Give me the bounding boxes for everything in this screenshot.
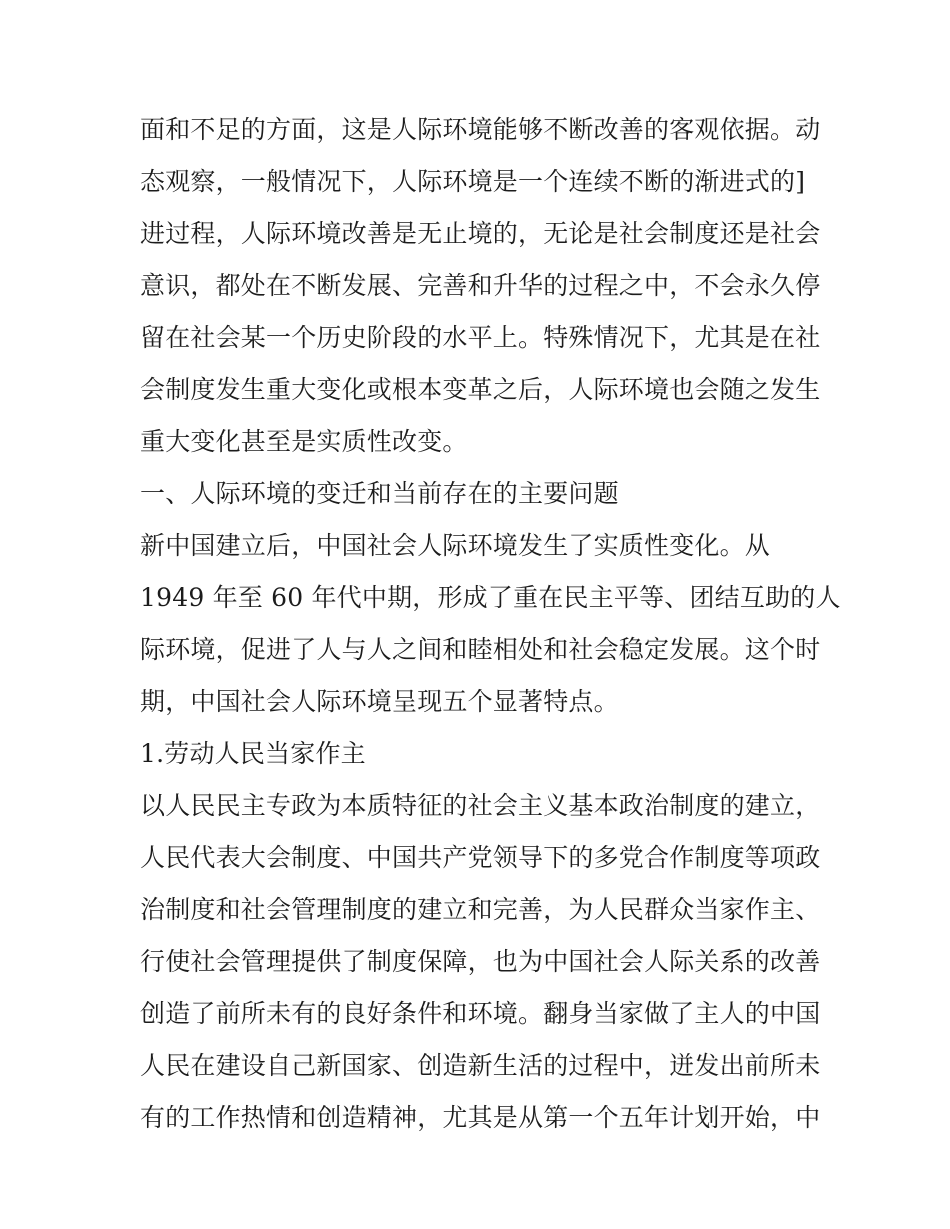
text-line: 面和不足的方面，这是人际环境能够不断改善的客观依据。动	[140, 115, 821, 144]
text-line: 人民代表大会制度、中国共产党领导下的多党合作制度等项政	[140, 843, 821, 872]
text-line: 进过程，人际环境改善是无止境的，无论是社会制度还是社会	[140, 219, 821, 248]
text-line: 1949 年至 60 年代中期，形成了重在民主平等、团结互助的人	[140, 583, 841, 612]
subsection-heading: 1.劳动人民当家作主	[140, 739, 366, 768]
text-line: 意识，都处在不断发展、完善和升华的过程之中，不会永久停	[140, 271, 821, 300]
text-line: 际环境，促进了人与人之间和睦相处和社会稳定发展。这个时	[140, 635, 821, 664]
text-line: 重大变化甚至是实质性改变。	[140, 427, 468, 456]
text-line: 会制度发生重大变化或根本变革之后，人际环境也会随之发生	[140, 375, 821, 404]
text-line: 创造了前所未有的良好条件和环境。翻身当家做了主人的中国	[140, 999, 821, 1028]
text-line: 留在社会某一个历史阶段的水平上。特殊情况下，尤其是在社	[140, 323, 821, 352]
document-body	[140, 104, 841, 1144]
text-line: 以人民民主专政为本质特征的社会主义基本政治制度的建立，	[140, 791, 821, 820]
section-heading: 一、人际环境的变迁和当前存在的主要问题	[140, 479, 619, 508]
text-line: 态观察，一般情况下，人际环境是一个连续不断的渐进式的]	[140, 167, 806, 196]
text-line: 行使社会管理提供了制度保障，也为中国社会人际关系的改善	[140, 947, 821, 976]
text-line: 人民在建设自己新国家、创造新生活的过程中，迸发出前所未	[140, 1051, 821, 1080]
text-line: 期，中国社会人际环境呈现五个显著特点。	[140, 687, 619, 716]
text-line: 治制度和社会管理制度的建立和完善，为人民群众当家作主、	[140, 895, 821, 924]
text-line: 有的工作热情和创造精神，尤其是从第一个五年计划开始，中	[140, 1103, 821, 1132]
text-line: 新中国建立后，中国社会人际环境发生了实质性变化。从	[140, 531, 771, 560]
